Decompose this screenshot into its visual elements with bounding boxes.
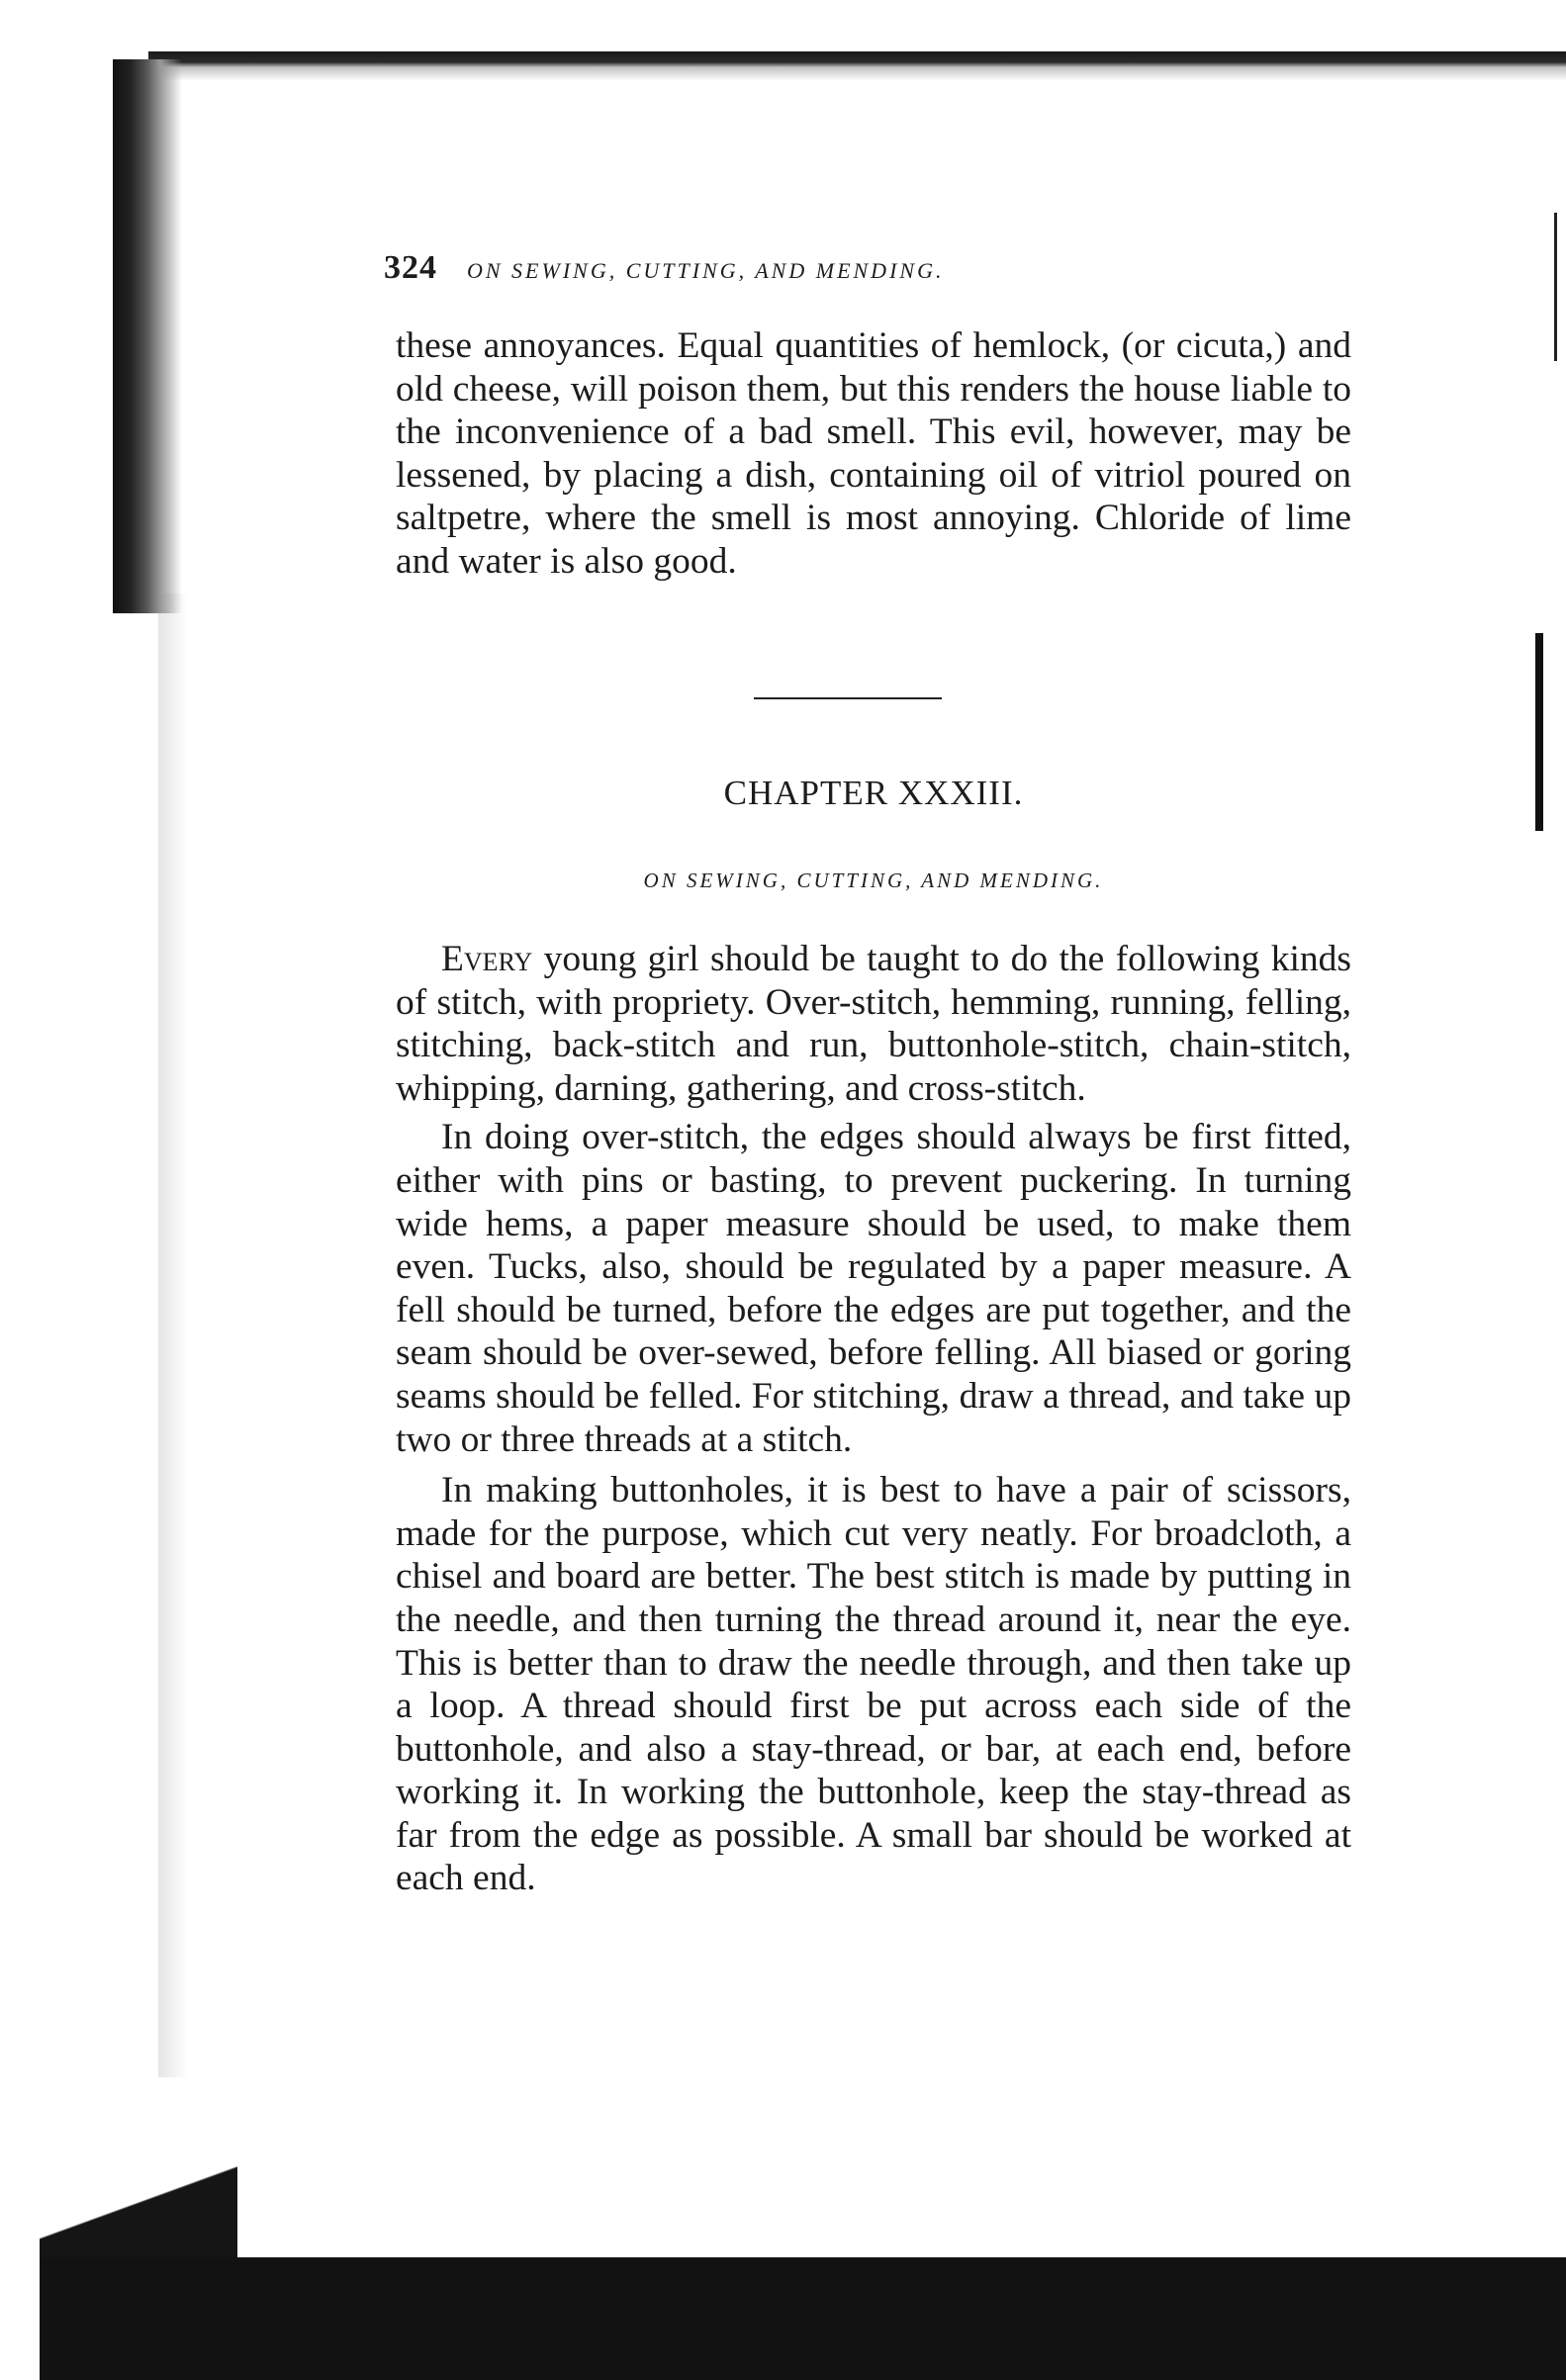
scan-bottom-edge — [40, 2257, 1566, 2380]
continuation-block — [396, 324, 1351, 584]
running-title: ON SEWING, CUTTING, AND MENDING. — [467, 258, 945, 283]
paragraph-lead-word: Every — [441, 939, 533, 979]
chapter-body — [396, 938, 1351, 1900]
scan-binding-shadow — [113, 59, 182, 613]
running-head — [384, 249, 1274, 289]
paragraph-text: young girl should be taught to do the following kinds of stitch, with propriety. Over-stitch, hemming, running, felling, stitching, back-stitch and run, buttonhole-stitch, chain-stitch, whipping, darning, gathering, and cross-stitch. — [396, 939, 1351, 1109]
continuation-paragraph: these annoyances. Equal quantities of hemlock, (or cicuta,) and old cheese, will poison them, but this renders the house liable to the inconvenience of a bad smell. This evil, however, may be lessened, by placing a dish, containing oil of vitriol poured on saltpetre, where the smell is most annoying. Chloride of lime and water is also good. — [396, 325, 1351, 582]
paragraph: In making buttonholes, it is best to have a pair of scissors, made for the purpose, which cut very neatly. For broadcloth, a chisel and board are better. The best stitch is made by putting in the needle, and then turning the thread around it, near the eye. This is better than to draw the needle through, and then take up a loop. A thread should first be put across each side of the buttonhole, and also a stay-thread, or bar, at each end, before working it. In working the buttonhole, keep the stay-thread as far from the edge as possible. A small bar should be worked at each end. — [396, 1470, 1351, 1899]
chapter-title: CHAPTER XXXIII. — [723, 774, 1024, 812]
chapter-subtitle: ON SEWING, CUTTING, AND MENDING. — [643, 869, 1104, 892]
section-rule — [754, 697, 942, 699]
scan-bottom-corner — [40, 2156, 237, 2265]
scan-right-mark — [1535, 633, 1543, 831]
scan-right-mark — [1554, 213, 1557, 361]
paragraph: In doing over-stitch, the edges should always be first fitted, either with pins or basting, to prevent puckering. In turning wide hems, a paper measure should be used, to make them even. Tucks, also, should be regulated by a paper measure. A fell should be turned, before the edges are put together, and the seam should be over-sewed, before felling. All biased or goring seams should be felled. For stitching, draw a thread, and take up two or three threads at a stitch. — [396, 1117, 1351, 1460]
page-number: 324 — [384, 249, 437, 286]
scan-top-shadow — [148, 63, 1566, 81]
paragraph — [396, 938, 1351, 1110]
scan-gutter-shadow — [158, 594, 188, 2077]
